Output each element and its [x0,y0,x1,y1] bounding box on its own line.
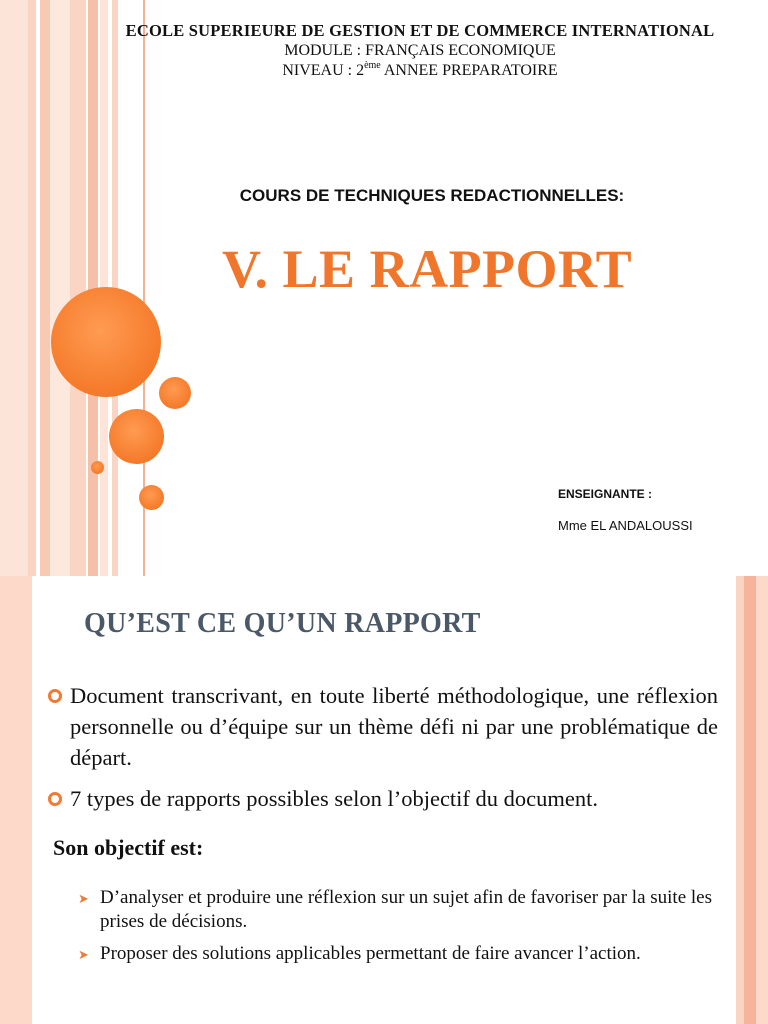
right-stripe-3 [756,576,768,1024]
list-item [46,680,718,773]
decorative-circle-large [51,287,161,397]
decorative-circle-small [159,377,191,409]
objective-text: Proposer des solutions applicables permettant de faire avancer l’action. [100,943,641,964]
bullet-text: 7 types de rapports possibles selon l’objectif du document. [70,786,599,811]
decorative-circle-medium [109,409,164,464]
course-title: COURS DE TECHNIQUES REDACTIONNELLES: [239,186,625,205]
teacher-name: Mme EL ANDALOUSSI [558,518,693,533]
school-header [60,21,768,81]
teacher-label: ENSEIGNANTE : [558,487,653,501]
decorative-circle-small-2 [139,485,164,510]
module-line: MODULE : FRANÇAIS ECONOMIQUE [284,42,556,59]
list-item [78,886,718,934]
objective-text: D’analyser et produire une réflexion sur un sujet afin de favoriser par la suite les prises de décisions. [100,887,712,932]
arrow-bullet-icon: ➤ [78,947,89,962]
left-stripe [0,576,32,1024]
slide-definition [0,576,768,1024]
ring-bullet-icon [48,689,62,703]
school-name: ECOLE SUPERIEURE DE GESTION ET DE COMMERCE INTERNATIONAL [125,21,715,40]
right-stripe-2 [744,576,756,1024]
right-stripe-1 [736,576,744,1024]
arrow-bullet-icon: ➤ [78,891,89,906]
objective-heading: Son objectif est: [53,835,204,860]
slide-heading: QU’EST CE QU’UN RAPPORT [84,608,481,639]
decorative-circle-tiny [91,461,104,474]
ring-bullet-icon [48,792,62,806]
level-line: NIVEAU : 2ème ANNEE PREPARATOIRE [282,60,558,79]
slide-main-title: V. LE RAPPORT [222,239,633,299]
bullet-list [46,680,718,824]
list-item [46,783,718,814]
objective-list [78,886,718,974]
bullet-text: Document transcrivant, en toute liberté méthodologique, une réflexion personnelle ou d’équipe sur un thème défi ni par une problématique de départ. [70,683,718,770]
decorative-stripes [0,0,160,576]
list-item [78,942,718,966]
